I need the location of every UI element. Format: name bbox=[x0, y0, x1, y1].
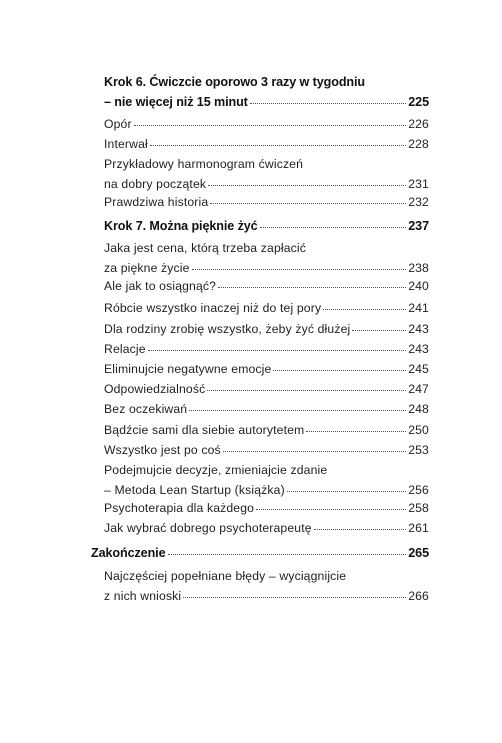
dot-leader bbox=[208, 174, 406, 188]
toc-entry-title: Wszystko jest po coś bbox=[104, 443, 221, 457]
toc-entry-opor[interactable] bbox=[104, 114, 429, 134]
toc-page-number: 248 bbox=[408, 402, 429, 416]
dot-leader bbox=[134, 114, 407, 128]
toc-entry-title: Jak wybrać dobrego psychoterapeutę bbox=[104, 521, 312, 535]
dot-leader bbox=[273, 359, 406, 373]
toc-entry-title: Relacje bbox=[104, 342, 146, 356]
toc-entry-title: Bez oczekiwań bbox=[104, 402, 188, 416]
dot-leader bbox=[287, 480, 406, 494]
toc-entry-najczesciej[interactable] bbox=[104, 566, 429, 606]
toc-entry-bez-oczekiwan[interactable] bbox=[104, 399, 429, 419]
toc-page-number: 265 bbox=[408, 546, 429, 560]
toc-entry-title: Najczęściej popełniane błędy – wyciągnijcie bbox=[104, 569, 347, 583]
toc-page-number: 232 bbox=[408, 195, 429, 209]
toc-entry-wszystko-jest[interactable] bbox=[104, 440, 429, 460]
dot-leader bbox=[168, 543, 407, 557]
toc-entry-prawdziwa-historia[interactable] bbox=[104, 192, 429, 212]
toc-page-number: 238 bbox=[408, 261, 429, 275]
toc-entry-robcie[interactable] bbox=[104, 298, 429, 318]
toc-entry-title: – nie więcej niż 15 minut bbox=[104, 95, 248, 109]
toc-page-number: 240 bbox=[408, 279, 429, 293]
toc-entry-title: Podejmujcie decyzje, zmieniajcie zdanie bbox=[104, 463, 328, 477]
toc-page-number: 243 bbox=[408, 322, 429, 336]
toc-entry-relacje[interactable] bbox=[104, 339, 429, 359]
dot-leader bbox=[218, 276, 406, 290]
dot-leader bbox=[150, 134, 406, 148]
toc-entry-odpowiedzialnosc[interactable] bbox=[104, 379, 429, 399]
toc-entry-title: Ale jak to osiągnąć? bbox=[104, 279, 217, 293]
toc-entry-title: Dla rodziny zrobię wszystko, żeby żyć dłużej bbox=[104, 322, 351, 336]
toc-page-number: 228 bbox=[408, 137, 429, 151]
toc-entry-badzcie[interactable] bbox=[104, 420, 429, 440]
toc-entry-eliminujcie[interactable] bbox=[104, 359, 429, 379]
dot-leader bbox=[260, 216, 407, 230]
dot-leader bbox=[352, 319, 406, 333]
toc-entry-title: Krok 6. Ćwiczcie oporowo 3 razy w tygodniu bbox=[104, 75, 366, 89]
toc-entry-title: Róbcie wszystko inaczej niż do tej pory bbox=[104, 301, 322, 315]
toc-entry-title: Interwał bbox=[104, 137, 148, 151]
toc-entry-interwal[interactable] bbox=[104, 134, 429, 154]
toc-page-number: 243 bbox=[408, 342, 429, 356]
dot-leader bbox=[223, 440, 406, 454]
toc-entry-title-line-2 bbox=[104, 92, 429, 112]
toc-page-number: 226 bbox=[408, 117, 429, 131]
dot-leader bbox=[210, 192, 406, 206]
toc-entry-title: Odpowiedzialność bbox=[104, 382, 206, 396]
toc-entry-title: Bądźcie sami dla siebie autorytetem bbox=[104, 423, 305, 437]
toc-entry-dla-rodziny[interactable] bbox=[104, 319, 429, 339]
toc-page-number: 247 bbox=[408, 382, 429, 396]
dot-leader bbox=[306, 420, 406, 434]
toc-page-number: 245 bbox=[408, 362, 429, 376]
dot-leader bbox=[189, 399, 406, 413]
dot-leader bbox=[323, 298, 406, 312]
toc-entry-podejmujcie[interactable] bbox=[104, 460, 429, 500]
toc-page-number: 256 bbox=[408, 483, 429, 497]
toc-entry-title: za piękne życie bbox=[104, 261, 190, 275]
toc-entry-title: Krok 7. Można pięknie żyć bbox=[104, 219, 258, 233]
toc-entry-krok-7[interactable] bbox=[104, 216, 429, 236]
dot-leader bbox=[256, 498, 406, 512]
toc-entry-title: Jaka jest cena, którą trzeba zapłacić bbox=[104, 241, 307, 255]
toc-entry-title: Psychoterapia dla każdego bbox=[104, 501, 255, 515]
toc-entry-harmonogram[interactable] bbox=[104, 154, 429, 194]
dot-leader bbox=[207, 379, 406, 393]
toc-page-number: 237 bbox=[408, 219, 429, 233]
dot-leader bbox=[183, 586, 406, 600]
toc-entry-title: Eliminujcie negatywne emocje bbox=[104, 362, 272, 376]
toc-entry-title: – Metoda Lean Startup (książka) bbox=[104, 483, 285, 497]
toc-entry-title: Zakończenie bbox=[91, 546, 166, 560]
toc-entry-zakonczenie[interactable] bbox=[91, 543, 429, 563]
toc-page-number: 266 bbox=[408, 589, 429, 603]
toc-entry-title: Przykładowy harmonogram ćwiczeń bbox=[104, 157, 304, 171]
toc-entry-psychoterapia[interactable] bbox=[104, 498, 429, 518]
toc-page-number: 241 bbox=[408, 301, 429, 315]
toc-page-number: 258 bbox=[408, 501, 429, 515]
toc-page-number: 225 bbox=[408, 95, 429, 109]
toc-entry-ale-jak[interactable] bbox=[104, 276, 429, 296]
dot-leader bbox=[148, 339, 407, 353]
dot-leader bbox=[250, 92, 407, 106]
toc-entry-title: Prawdziwa historia bbox=[104, 195, 209, 209]
toc-entry-krok-6[interactable] bbox=[104, 72, 429, 112]
toc-page-number: 231 bbox=[408, 177, 429, 191]
toc-entry-title: na dobry początek bbox=[104, 177, 207, 191]
toc-entry-title: Opór bbox=[104, 117, 132, 131]
toc-entry-title: z nich wnioski bbox=[104, 589, 182, 603]
toc-page-number: 253 bbox=[408, 443, 429, 457]
dot-leader bbox=[314, 518, 407, 532]
toc-entry-jaka-jest-cena[interactable] bbox=[104, 238, 429, 278]
toc-entry-jak-wybrac[interactable] bbox=[104, 518, 429, 538]
toc-page-number: 261 bbox=[408, 521, 429, 535]
dot-leader bbox=[192, 258, 407, 272]
toc-page-number: 250 bbox=[408, 423, 429, 437]
toc-entry-title-line-1 bbox=[104, 72, 429, 92]
